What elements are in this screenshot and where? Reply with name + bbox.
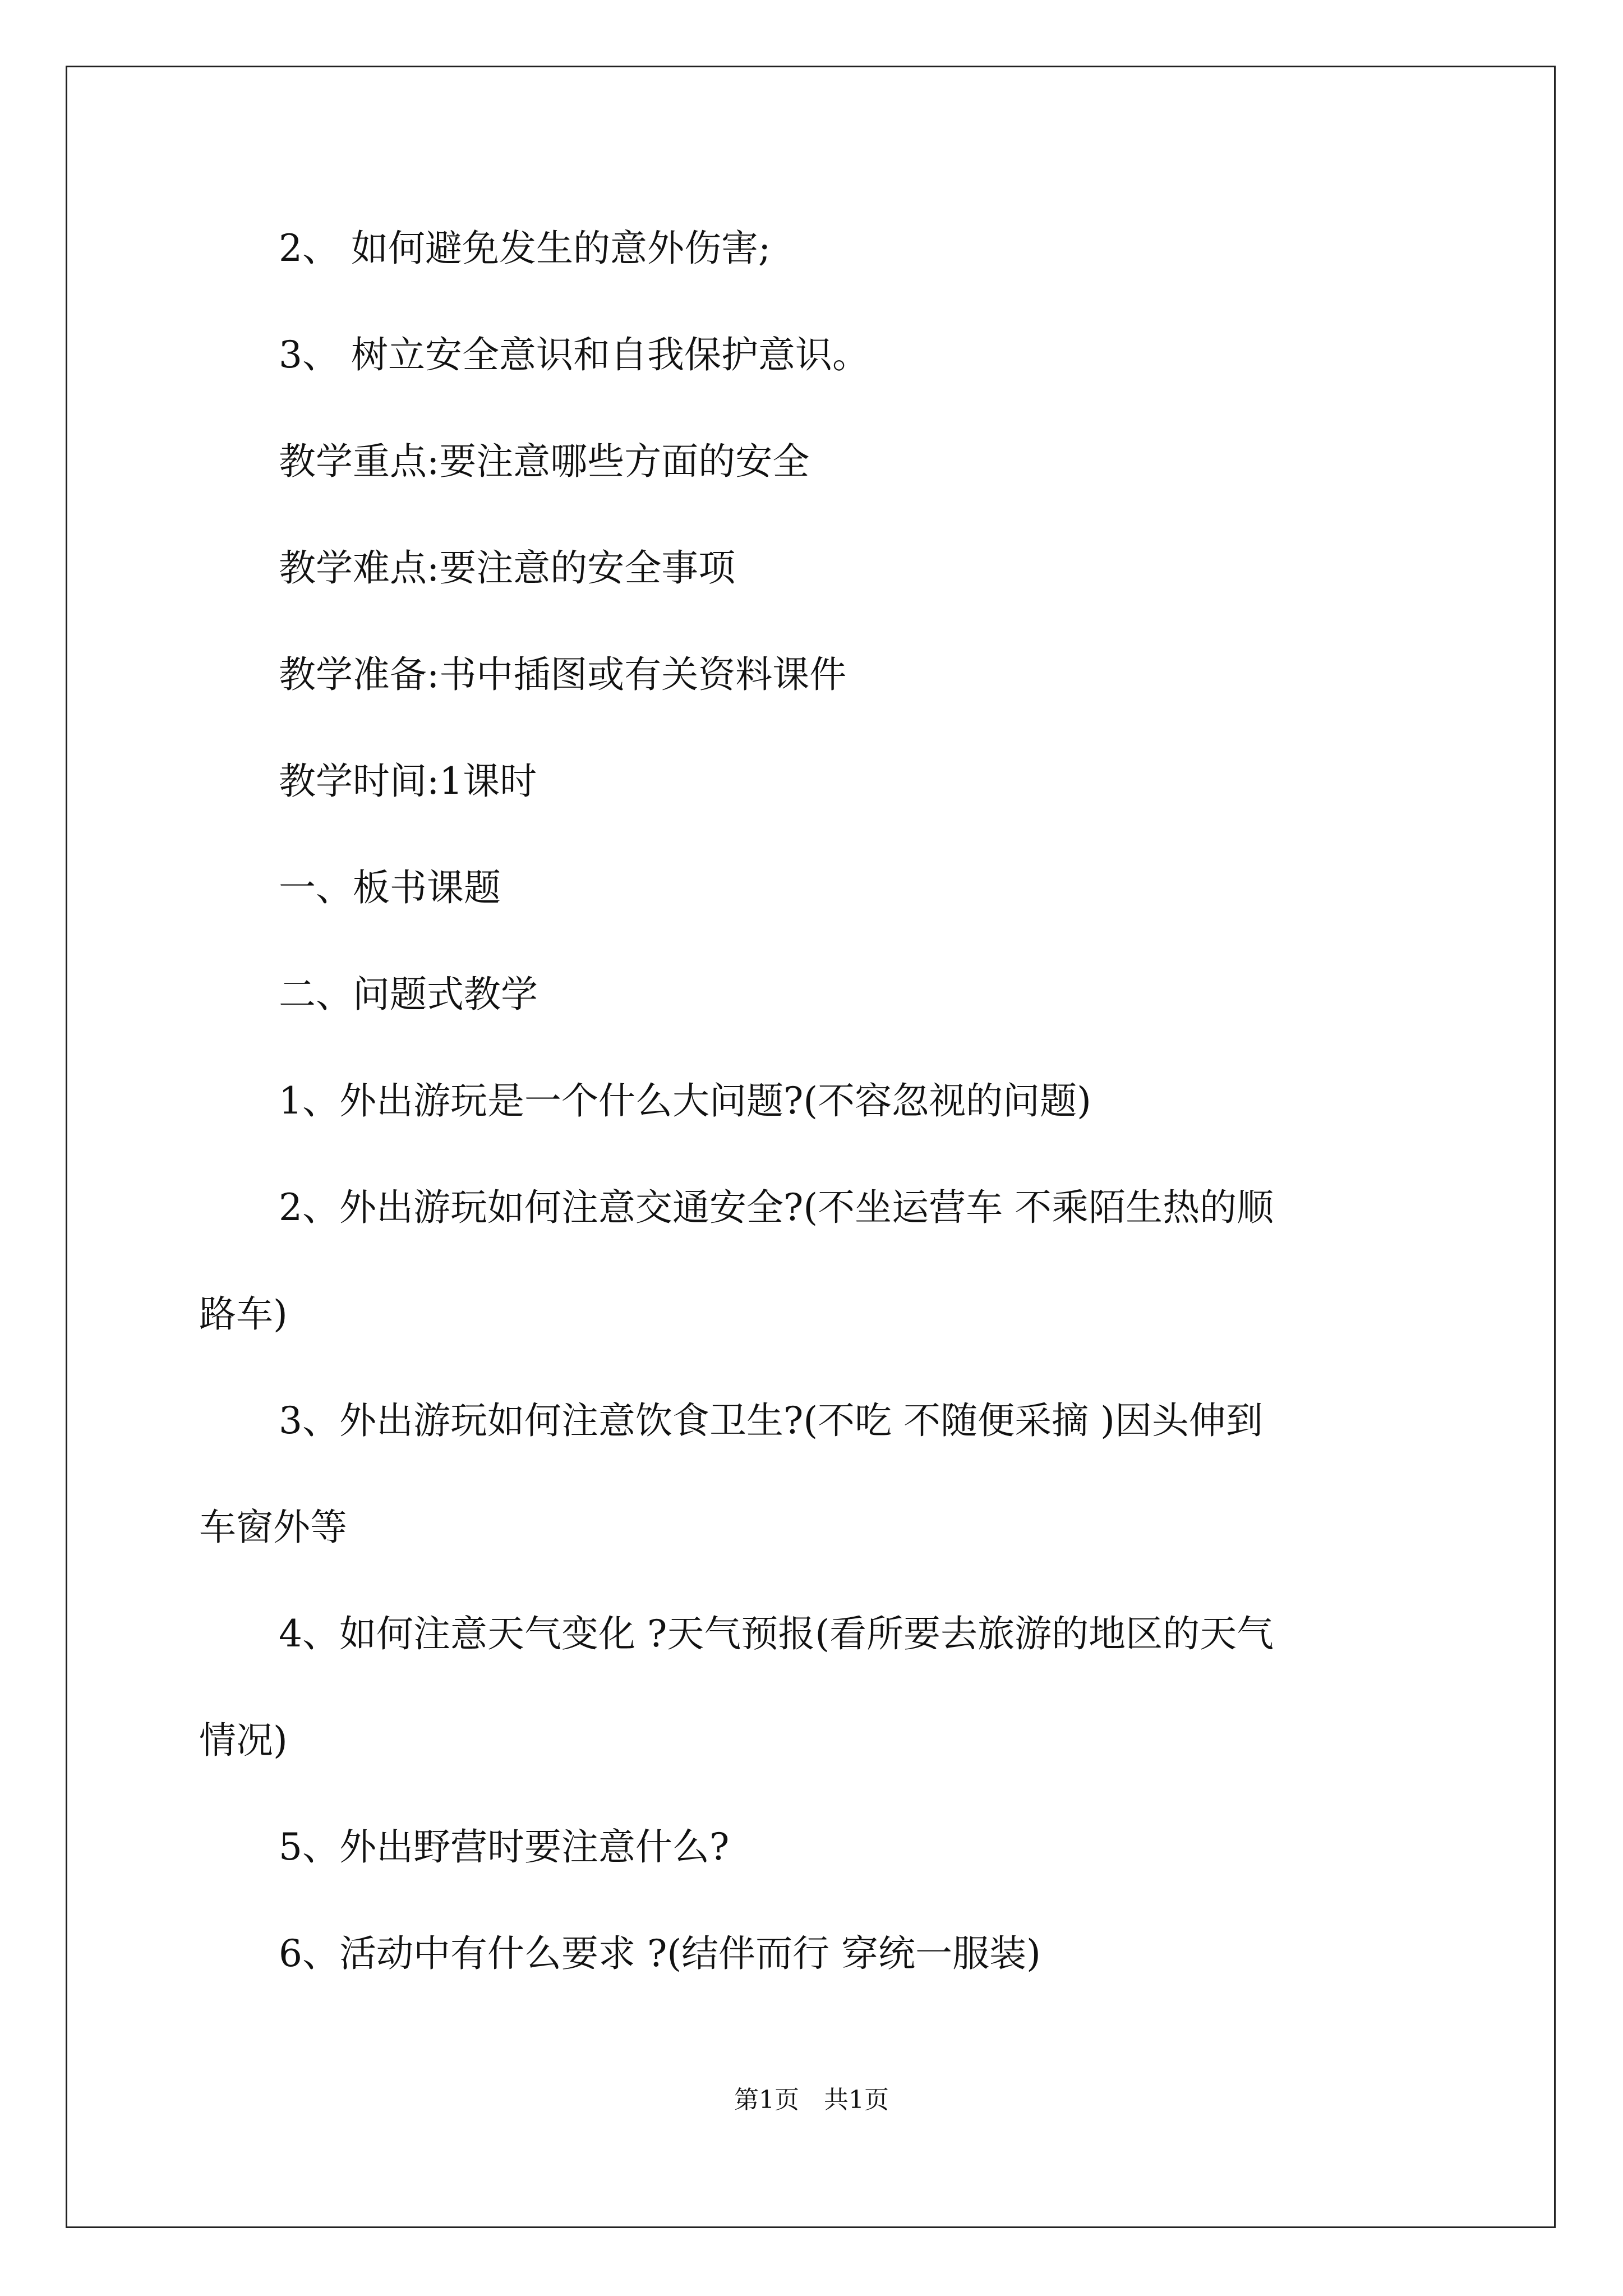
body-line: 3、 树立安全意识和自我保护意识。 (279, 333, 869, 376)
question-line-continued: 车窗外等 (199, 1506, 347, 1549)
question-line-continued: 路车) (199, 1292, 288, 1336)
section-heading: 二、问题式教学 (279, 973, 538, 1016)
question-line-continued: 情况) (199, 1719, 288, 1762)
question-line: 2、外出游玩如何注意交通安全?(不坐运营车 不乘陌生热的顺 (279, 1186, 1274, 1229)
body-line: 教学时间:1课时 (279, 760, 537, 803)
section-heading: 一、板书课题 (279, 866, 501, 909)
question-line: 3、外出游玩如何注意饮食卫生?(不吃 不随便采摘 )因头伸到 (279, 1399, 1263, 1442)
body-line: 2、 如何避免发生的意外伤害; (279, 227, 771, 270)
page-border (66, 66, 1556, 2228)
body-line: 教学难点:要注意的安全事项 (279, 546, 736, 590)
question-line: 6、活动中有什么要求 ?(结伴而行 穿统一服装) (279, 1932, 1041, 1975)
question-line: 5、外出野营时要注意什么? (279, 1825, 730, 1869)
body-line: 教学重点:要注意哪些方面的安全 (279, 440, 810, 483)
question-line: 4、如何注意天气变化 ?天气预报(看所要去旅游的地区的天气 (279, 1612, 1274, 1655)
body-line: 教学准备:书中插图或有关资料课件 (279, 653, 847, 696)
page-footer: 第1页 共1页 (734, 2086, 889, 2114)
question-line: 1、外出游玩是一个什么大问题?(不容忽视的问题) (279, 1079, 1091, 1122)
